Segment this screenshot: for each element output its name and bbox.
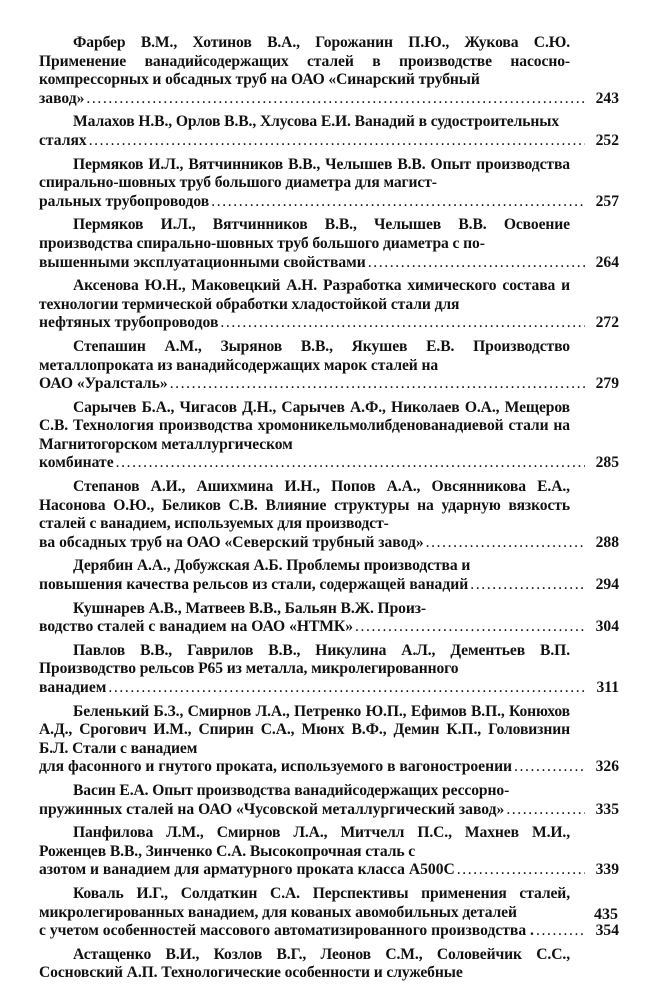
toc-entry-last-line xyxy=(39,758,619,777)
toc-entry-last-line xyxy=(39,679,619,698)
toc-entry[interactable] xyxy=(39,216,619,272)
toc-entry-page[interactable]: 279 xyxy=(595,375,619,393)
toc-entry-text: Коваль И.Г., Солдаткин С.А. Перспективы применения сталей, микролегированных ванадием, для кованых авомобильных деталей xyxy=(39,884,570,921)
toc-entry[interactable] xyxy=(39,600,619,637)
dot-leader xyxy=(368,254,585,273)
toc-entry-text: Панфилова Л.М., Смирнов Л.А., Митчелл П.С., Махнев М.И., Роженцев В.В., Зинченко С.А. Высокопрочная сталь с xyxy=(39,824,570,860)
toc-entry-text: Степанов А.И., Ашихмина И.Н., Попов А.А., Овсянникова Е.А., Насонова О.Ю., Беликов С.В. Влияние структуры на ударную вязкость сталей с ванадием, используемых для производст- xyxy=(39,478,570,533)
toc-entry[interactable] xyxy=(39,113,619,150)
toc-entry-last-line xyxy=(39,314,619,333)
dot-leader xyxy=(514,758,585,777)
dot-leader xyxy=(116,454,585,473)
toc-entry[interactable] xyxy=(39,399,619,473)
toc-entry-text: Астащенко В.И., Козлов В.Г., Леонов С.М., Соловейчик С.С., Сосновский А.П. Технологические особенности и служебные xyxy=(39,945,570,982)
toc-entry-last-line xyxy=(39,375,619,394)
toc-entry-last-line xyxy=(39,576,619,595)
dot-leader xyxy=(211,193,585,212)
toc-entry-last-text: ОАО «Уралсталь» xyxy=(39,375,168,393)
toc-entry-last-text: вышенными эксплуатационными свойствами xyxy=(39,253,366,271)
toc-entry-text: Дерябин А.А., Добужская А.Б. Проблемы производства и xyxy=(73,557,471,575)
dot-leader xyxy=(457,861,585,880)
toc-entry-page[interactable]: 354 xyxy=(595,922,619,940)
toc-entry[interactable] xyxy=(39,277,619,333)
toc-entry-last-line xyxy=(39,90,619,109)
toc-entry-text: Пермяков И.Л., Вятчинников В.В., Челышев В.В. Опыт производства спирально-шовных труб большого диаметра для магист- xyxy=(39,155,570,192)
toc-entry-last-line xyxy=(39,801,619,820)
toc-entry-last-text: ванадием xyxy=(39,679,107,696)
toc-entry-last-text: нефтяных трубопроводов xyxy=(39,314,219,332)
toc-entry-page[interactable]: 243 xyxy=(595,89,619,107)
dot-leader xyxy=(108,679,585,698)
toc-entry-page[interactable]: 257 xyxy=(595,192,619,210)
toc-entry-last-line xyxy=(39,254,619,273)
dot-leader xyxy=(220,314,585,333)
toc-entry-last-text: водство сталей с ванадием на ОАО «НТМК» xyxy=(39,618,354,636)
toc-entry-page[interactable]: 288 xyxy=(595,533,619,551)
toc-entry-text: Беленький Б.З., Смирнов Л.А., Петренко Ю.П., Ефимов В.П., Конюхов А.Д., Срогович И.М., Спирин С.А., Мюнх В.Ф., Демин К.П., Головизнин Б.Л. Стали с ванадием xyxy=(39,702,570,757)
toc-entry-last-text: с учетом особенностей массового автоматизированного производства . xyxy=(39,922,534,940)
toc-entry-last-text: ва обсадных труб на ОАО «Северский трубный завод» xyxy=(39,533,424,551)
toc-entry[interactable] xyxy=(39,885,619,941)
toc-entry-last-text: азотом и ванадием для арматурного проката класса А500С xyxy=(39,861,455,879)
toc-entry-page[interactable]: 264 xyxy=(595,253,619,271)
toc-entry-text: Аксенова Ю.Н., Маковецкий А.Н. Разработка химического состава и технологии термической обработки хладостойкой стали для xyxy=(39,277,570,313)
toc-entry-page[interactable]: 326 xyxy=(595,758,619,776)
toc-entry-last-line xyxy=(39,534,619,553)
toc-entry[interactable] xyxy=(39,156,619,212)
toc-entry[interactable] xyxy=(39,34,619,108)
toc-entry-page[interactable]: 304 xyxy=(595,618,619,636)
toc-entry-last-text: повышения качества рельсов из стали, содержащей ванадий xyxy=(39,576,469,594)
dot-leader xyxy=(355,618,585,637)
toc-entry-page[interactable]: 285 xyxy=(595,454,619,472)
toc-entry-text: Павлов В.В., Гаврилов В.В., Никулина А.Л., Дементьев В.П. Производство рельсов Р65 из металла, микролегированного xyxy=(39,641,570,678)
table-of-contents xyxy=(0,34,666,988)
toc-entry[interactable] xyxy=(39,557,619,594)
toc-entry-last-line xyxy=(39,193,619,212)
toc-entry-text: Малахов Н.В., Орлов В.В., Хлусова Е.И. Ванадий в судостроительных xyxy=(73,113,560,131)
toc-entry[interactable] xyxy=(39,478,619,552)
dot-leader xyxy=(536,922,585,941)
toc-entry-last-line xyxy=(39,861,619,880)
toc-entry-page[interactable]: 339 xyxy=(595,861,619,879)
toc-entry[interactable] xyxy=(39,642,619,698)
toc-entry[interactable] xyxy=(39,703,619,777)
dot-leader xyxy=(89,132,585,151)
toc-entry-page[interactable]: 272 xyxy=(595,314,619,332)
toc-entry[interactable] xyxy=(39,338,619,394)
dot-leader xyxy=(426,534,585,553)
toc-entry-last-line xyxy=(39,922,619,941)
toc-entry-text: Фарбер В.М., Хотинов В.А., Горожанин П.Ю., Жукова С.Ю. Применение ванадийсодержащих сталей в производстве насосно-компрессорных и обсадных труб на ОАО «Синарский трубный xyxy=(39,34,570,89)
dot-leader xyxy=(86,90,585,109)
toc-entry-last-text: сталях xyxy=(39,131,87,149)
toc-entry-last-line xyxy=(39,618,619,637)
toc-entry-text: Степашин А.М., Зырянов В.В., Якушев Е.В. Производство металлопроката из ванадийсодержащих марок сталей на xyxy=(39,337,570,374)
toc-entry-page[interactable]: 335 xyxy=(595,800,619,818)
toc-entry-last-text: для фасонного и гнутого проката, используемого в вагоностроении xyxy=(39,758,513,776)
toc-entry[interactable] xyxy=(39,824,619,880)
dot-leader xyxy=(170,375,585,394)
page-number: 435 xyxy=(594,906,618,923)
toc-entry-text: Сарычев Б.А., Чигасов Д.Н., Сарычев А.Ф., Николаев О.А., Мещеров С.В. Технология производства хромоникельмолибденованадиевой стали на Магнитогорском металлургическом xyxy=(39,398,570,453)
toc-entry-last-line xyxy=(39,132,619,151)
toc-entry-last-text: завод» xyxy=(39,89,85,107)
toc-entry[interactable] xyxy=(39,946,619,983)
toc-entry-text: Кушнарев А.В., Матвеев В.В., Бальян В.Ж. Произ- xyxy=(73,599,426,617)
toc-entry-page[interactable]: 252 xyxy=(595,131,619,149)
toc-entry-last-line xyxy=(39,454,619,473)
toc-entry[interactable] xyxy=(39,782,619,819)
dot-leader xyxy=(470,576,585,595)
toc-entry-page[interactable]: 311 xyxy=(596,679,619,696)
toc-entry-text: Пермяков И.Л., Вятчинников В.В., Челышев В.В. Освоение производства спирально-шовных труб большого диаметра с по- xyxy=(39,216,570,252)
dot-leader xyxy=(506,801,585,820)
toc-entry-last-text: ральных трубопроводов xyxy=(39,192,210,210)
toc-entry-page[interactable]: 294 xyxy=(595,576,619,594)
toc-entry-last-text: пружинных сталей на ОАО «Чусовской металлургический завод» xyxy=(39,800,505,818)
toc-entry-last-text: комбинате xyxy=(39,454,114,472)
toc-entry-text: Васин Е.А. Опыт производства ванадийсодержащих рессорно- xyxy=(73,781,510,799)
